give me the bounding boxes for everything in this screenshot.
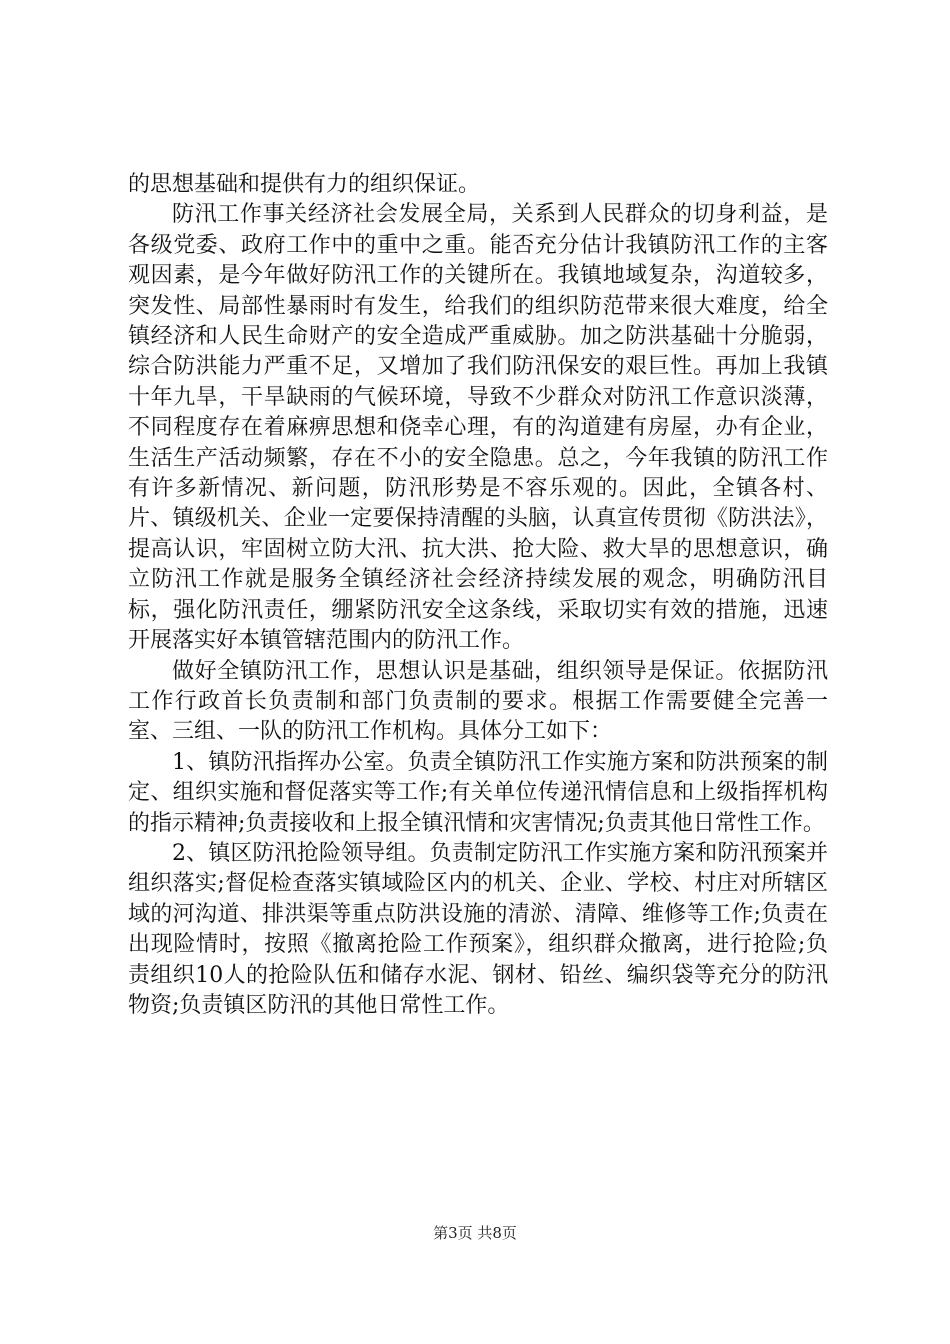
paragraph-organization: 做好全镇防汛工作，思想认识是基础，组织领导是保证。依据防汛工作行政首长负责制和部门负责制的要求。根据工作需要健全完善一室、三组、一队的防汛工作机构。具体分工如下： <box>128 658 828 745</box>
paragraph-flood-situation: 防汛工作事关经济社会发展全局，关系到人民群众的切身利益，是各级党委、政府工作中的重中之重。能否充分估计我镇防汛工作的主客观因素，是今年做好防汛工作的关键所在。我镇地域复杂，沟道较多，突发性、局部性暴雨时有发生，给我们的组织防范带来很大难度，给全镇经济和人民生命财产的安全造成严重威胁。加之防洪基础十分脆弱，综合防洪能力严重不足，又增加了我们防汛保安的艰巨性。再加上我镇十年九旱，干旱缺雨的气候环境，导致不少群众对防汛工作意识淡薄，不同程度存在着麻痹思想和侥幸心理，有的沟道建有房屋，办有企业，生活生产活动频繁，存在不小的安全隐患。总之，今年我镇的防汛工作有许多新情况、新问题，防汛形势是不容乐观的。因此，全镇各村、片、镇级机关、企业一定要保持清醒的头脑，认真宣传贯彻《防洪法》，提高认识，牢固树立防大汛、抗大洪、抢大险、救大旱的思想意识，确立防汛工作就是服务全镇经济社会经济持续发展的观念，明确防汛目标，强化防汛责任，绷紧防汛安全这条线，采取切实有效的措施，迅速开展落实好本镇管辖范围内的防汛工作。 <box>128 202 828 654</box>
page-number-footer: 第3页 共8页 <box>433 1224 517 1242</box>
list-item-rescue-group: 2、镇区防汛抢险领导组。负责制定防汛工作实施方案和防汛预案并组织落实;督促检查落实镇域险区内的机关、企业、学校、村庄对所辖区域的河沟道、排洪渠等重点防洪设施的清淤、清障、维修等工作;负责在出现险情时，按照《撤离抢险工作预案》，组织群众撤离，进行抢险;负责组织10人的抢险队伍和储存水泥、钢材、铅丝、编织袋等充分的防汛物资;负责镇区防汛的其他日常性工作。 <box>128 840 828 1018</box>
document-body <box>128 170 828 1021</box>
paragraph-continuation: 的思想基础和提供有力的组织保证。 <box>128 172 481 197</box>
list-item-command-office: 1、镇防汛指挥办公室。负责全镇防汛工作实施方案和防洪预案的制定、组织实施和督促落实等工作;有关单位传递汛情信息和上级指挥机构的指示精神;负责接收和上报全镇汛情和灾害情况;负责其他日常性工作。 <box>128 749 828 836</box>
